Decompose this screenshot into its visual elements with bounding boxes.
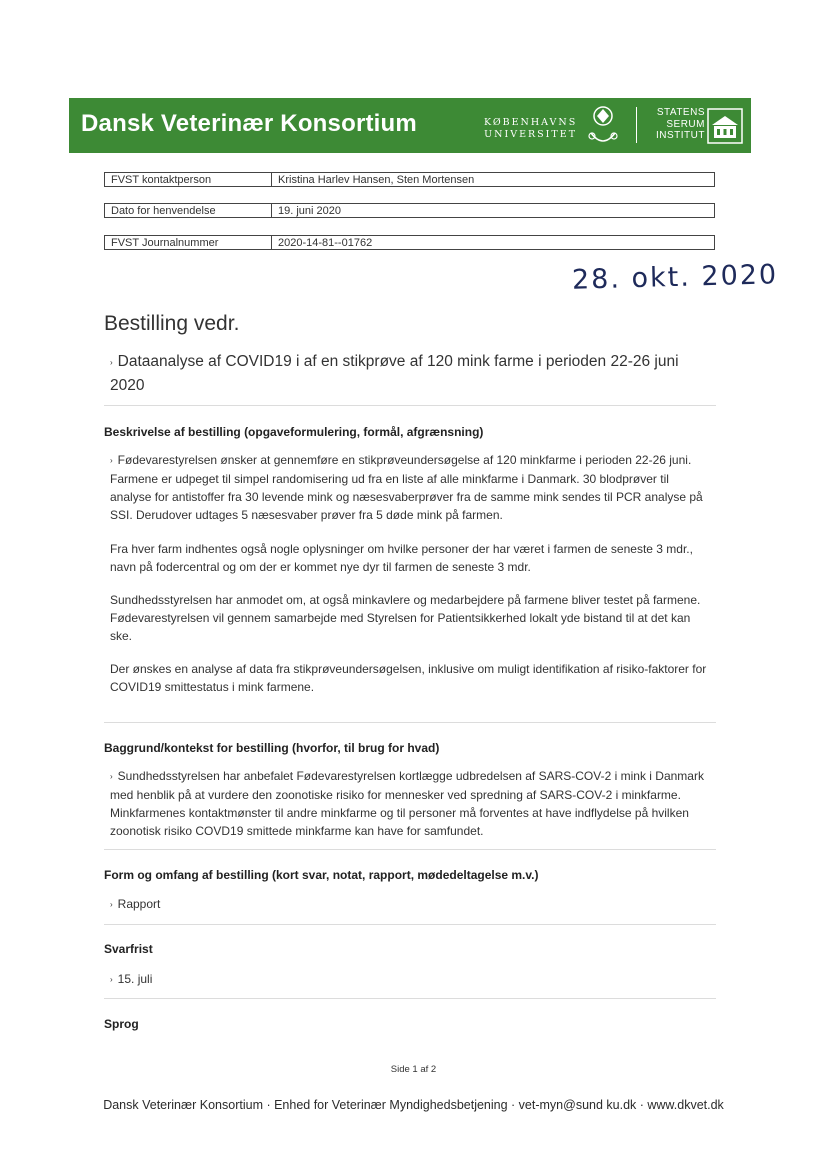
consortium-title: Dansk Veterinær Konsortium bbox=[81, 110, 417, 137]
page-footer: Dansk Veterinær Konsortium · Enhed for Veterinær Myndighedsbetjening · vet-myn@sund ku.dk · www.dkvet.dk bbox=[103, 1098, 724, 1112]
form-value: › Rapport bbox=[110, 897, 161, 911]
description-paragraph-4: Der ønskes en analyse af data fra stikprøveundersøgelsen, inklusive om muligt identifikation af risiko-faktorer for COVID19 smittestatus i mink farmene. bbox=[110, 662, 707, 694]
bullet-icon: › bbox=[110, 358, 113, 367]
background-paragraph: › Sundhedsstyrelsen har anbefalet Fødevarestyrelsen kortlægge udbredelsen af SARS-COV-2 i mink i Danmark med henblik på at vurdere den zoonotiske risiko for mennesker ved spredning af SARS-COV-2 i minkfarme. Minkfarmenes kontaktmønster til andre minkfarme og til personer må forventes at have indflydelse på hvilken zoonotisk risiko COVD19 smittede minkfarme kan have for samfundet. bbox=[110, 769, 704, 838]
field-label-date: Dato for henvendelse bbox=[104, 203, 272, 218]
bullet-icon: › bbox=[110, 456, 113, 465]
divider bbox=[104, 924, 716, 925]
description-paragraph-2: Fra hver farm indhentes også nogle oplysninger om hvilke personer der har været i farmen de seneste 3 mdr., navn på fodercentral og om der er kommet nye dyr til farmen de seneste 3 mdr. bbox=[110, 542, 693, 574]
description-paragraph-1: › Fødevarestyrelsen ønsker at gennemføre en stikprøveundersøgelse af 120 minkfarme i perioden 22-26 juni. Farmene er udpeget til simpel randomisering ud fra en liste af alle minkfarme i Danmark. 30 blodprøver til analyse for antistoffer fra 30 levende mink og næsesvaberprøver fra de samme mink sendes til PCR analyse på SSI. Derudover udtages 5 næsesvaber prøver fra 5 døde mink på farmen. bbox=[110, 453, 703, 522]
bullet-icon: › bbox=[110, 772, 113, 781]
section-heading-language: Sprog bbox=[104, 1017, 139, 1031]
divider bbox=[104, 849, 716, 850]
section-heading-description: Beskrivelse af bestilling (opgaveformulering, formål, afgrænsning) bbox=[104, 425, 484, 439]
header-divider bbox=[636, 107, 637, 143]
field-value-contact: Kristina Harlev Hansen, Sten Mortensen bbox=[271, 172, 715, 187]
bullet-icon: › bbox=[110, 900, 113, 909]
bullet-icon: › bbox=[110, 975, 113, 984]
handwritten-date: 28. okt. 2020 bbox=[571, 259, 779, 296]
university-name: KØBENHAVNS UNIVERSITET bbox=[484, 117, 578, 140]
divider bbox=[104, 722, 716, 723]
divider bbox=[104, 405, 716, 406]
field-label-journal: FVST Journalnummer bbox=[104, 235, 272, 250]
divider bbox=[104, 998, 716, 999]
subject-line: › Dataanalyse af COVID19 i af en stikprøve af 120 mink farme i perioden 22-26 juni 2020 bbox=[110, 353, 679, 394]
ssi-name: STATENS SERUM INSTITUT bbox=[656, 107, 705, 141]
university-crest-icon bbox=[585, 103, 621, 149]
page-number: Side 1 af 2 bbox=[390, 1064, 437, 1075]
section-heading-background: Baggrund/kontekst for bestilling (hvorfor, til brug for hvad) bbox=[104, 741, 440, 755]
description-paragraph-3: Sundhedsstyrelsen har anmodet om, at også minkavlere og medarbejdere på farmene bliver testet på farmene. Fødevarestyrelsen vil gennem samarbejde med Styrelsen for Patientsikkerhed lokalt yde bistand til at det kan ske. bbox=[110, 593, 701, 643]
field-label-contact: FVST kontaktperson bbox=[104, 172, 272, 187]
field-value-journal: 2020-14-81--01762 bbox=[271, 235, 715, 250]
field-value-date: 19. juni 2020 bbox=[271, 203, 715, 218]
ssi-building-icon bbox=[707, 108, 743, 144]
section-heading-deadline: Svarfrist bbox=[104, 942, 153, 956]
section-heading-form: Form og omfang af bestilling (kort svar, notat, rapport, mødedeltagelse m.v.) bbox=[104, 868, 539, 882]
header-banner bbox=[69, 98, 751, 153]
deadline-value: › 15. juli bbox=[110, 972, 153, 986]
page-title: Bestilling vedr. bbox=[104, 312, 240, 335]
